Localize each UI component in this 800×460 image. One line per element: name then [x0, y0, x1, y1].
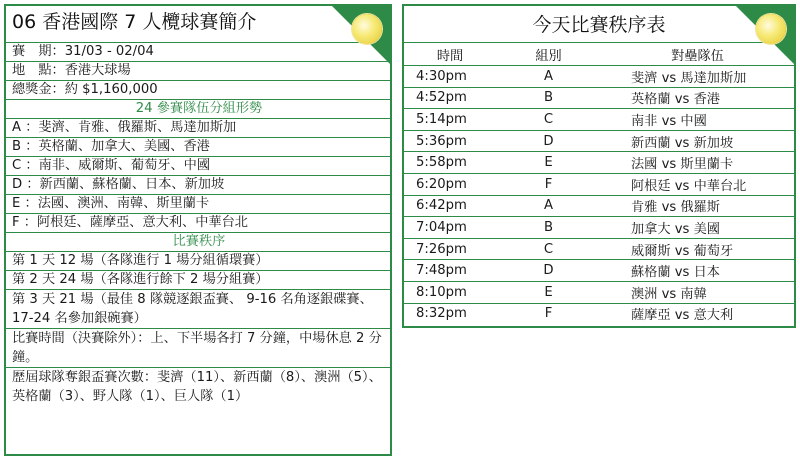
table-row [404, 173, 794, 195]
cell-match: 肯雅 vs 俄羅斯 [601, 195, 794, 217]
schedule-day-3: 第 3 天 21 場（最佳 8 隊競逐銀盃賽、 9-16 名角逐銀碟賽、 17-24 名參加銀碗賽） [6, 289, 390, 328]
cell-match: 澳洲 vs 南韓 [601, 281, 794, 303]
cell-group: A [496, 66, 601, 88]
cell-time: 8:10pm [404, 281, 496, 303]
table-row [404, 87, 794, 109]
ball-icon [756, 14, 786, 44]
schedule-table [404, 42, 794, 324]
header-match: 對壘隊伍 [601, 43, 794, 66]
cell-time: 8:32pm [404, 303, 496, 324]
cell-group: C [496, 109, 601, 131]
header-group: 組別 [496, 43, 601, 66]
info-venue: 地 點：香港大球場 [6, 61, 390, 80]
cell-match: 阿根廷 vs 中華台北 [601, 173, 794, 195]
info-dates: 賽 期：31/03 - 02/04 [6, 42, 390, 61]
cup-winners-history: 歷屆球隊奪銀盃賽次數：斐濟（11）、新西蘭（8）、澳洲（5）、英格蘭（3）、野人隊（1）、巨人隊（1） [6, 367, 390, 406]
cell-time: 4:30pm [404, 66, 496, 88]
cell-match: 新西蘭 vs 新加坡 [601, 130, 794, 152]
group-a: A ：斐濟、肯雅、俄羅斯、馬達加斯加 [6, 118, 390, 137]
cell-time: 7:26pm [404, 238, 496, 260]
match-duration: 比賽時間（決賽除外）：上、下半場各打 7 分鐘，中場休息 2 分鐘。 [6, 328, 390, 367]
ball-icon [352, 14, 382, 44]
table-row [404, 217, 794, 239]
groups-heading: 24 參賽隊伍分組形勢 [6, 99, 390, 118]
schedule-title: 今天比賽秩序表 [532, 14, 666, 36]
group-c: C ：南非、威爾斯、葡萄牙、中國 [6, 156, 390, 175]
cell-group: F [496, 303, 601, 324]
cell-time: 6:20pm [404, 173, 496, 195]
cell-group: A [496, 195, 601, 217]
group-b: B ：英格蘭、加拿大、美國、香港 [6, 137, 390, 156]
cell-group: E [496, 152, 601, 174]
cell-match: 法國 vs 斯里蘭卡 [601, 152, 794, 174]
cell-match: 英格蘭 vs 香港 [601, 87, 794, 109]
table-row [404, 238, 794, 260]
today-schedule-panel [402, 4, 796, 328]
table-row [404, 152, 794, 174]
cell-match: 加拿大 vs 美國 [601, 217, 794, 239]
header-time: 時間 [404, 43, 496, 66]
cell-group: C [496, 238, 601, 260]
schedule-day-2: 第 2 天 24 場（各隊進行餘下 2 場分組賽） [6, 270, 390, 289]
cell-time: 7:48pm [404, 260, 496, 282]
cell-match: 蘇格蘭 vs 日本 [601, 260, 794, 282]
cell-group: F [496, 173, 601, 195]
table-row [404, 66, 794, 88]
table-row [404, 260, 794, 282]
cell-group: D [496, 260, 601, 282]
cell-time: 5:14pm [404, 109, 496, 131]
schedule-day-1: 第 1 天 12 場（各隊進行 1 場分組循環賽） [6, 251, 390, 270]
schedule-heading: 比賽秩序 [6, 232, 390, 251]
table-row [404, 109, 794, 131]
cell-group: B [496, 87, 601, 109]
cell-match: 薩摩亞 vs 意大利 [601, 303, 794, 324]
cell-group: E [496, 281, 601, 303]
cell-match: 威爾斯 vs 葡萄牙 [601, 238, 794, 260]
tournament-info-panel [4, 4, 392, 456]
table-row [404, 281, 794, 303]
cell-time: 5:36pm [404, 130, 496, 152]
group-f: F ：阿根廷、薩摩亞、意大利、中華台北 [6, 213, 390, 232]
cell-group: B [496, 217, 601, 239]
cell-match: 南非 vs 中國 [601, 109, 794, 131]
cell-time: 7:04pm [404, 217, 496, 239]
info-prize: 總獎金：約 $1,160,000 [6, 80, 390, 99]
cell-group: D [496, 130, 601, 152]
table-row [404, 303, 794, 324]
cell-match: 斐濟 vs 馬達加斯加 [601, 66, 794, 88]
cell-time: 6:42pm [404, 195, 496, 217]
table-row [404, 195, 794, 217]
cell-time: 4:52pm [404, 87, 496, 109]
cell-time: 5:58pm [404, 152, 496, 174]
group-d: D ：新西蘭、蘇格蘭、日本、新加坡 [6, 175, 390, 194]
table-row [404, 130, 794, 152]
group-e: E ：法國、澳洲、南韓、斯里蘭卡 [6, 194, 390, 213]
panel-title: 06 香港國際 7 人欖球賽簡介 [12, 11, 257, 33]
